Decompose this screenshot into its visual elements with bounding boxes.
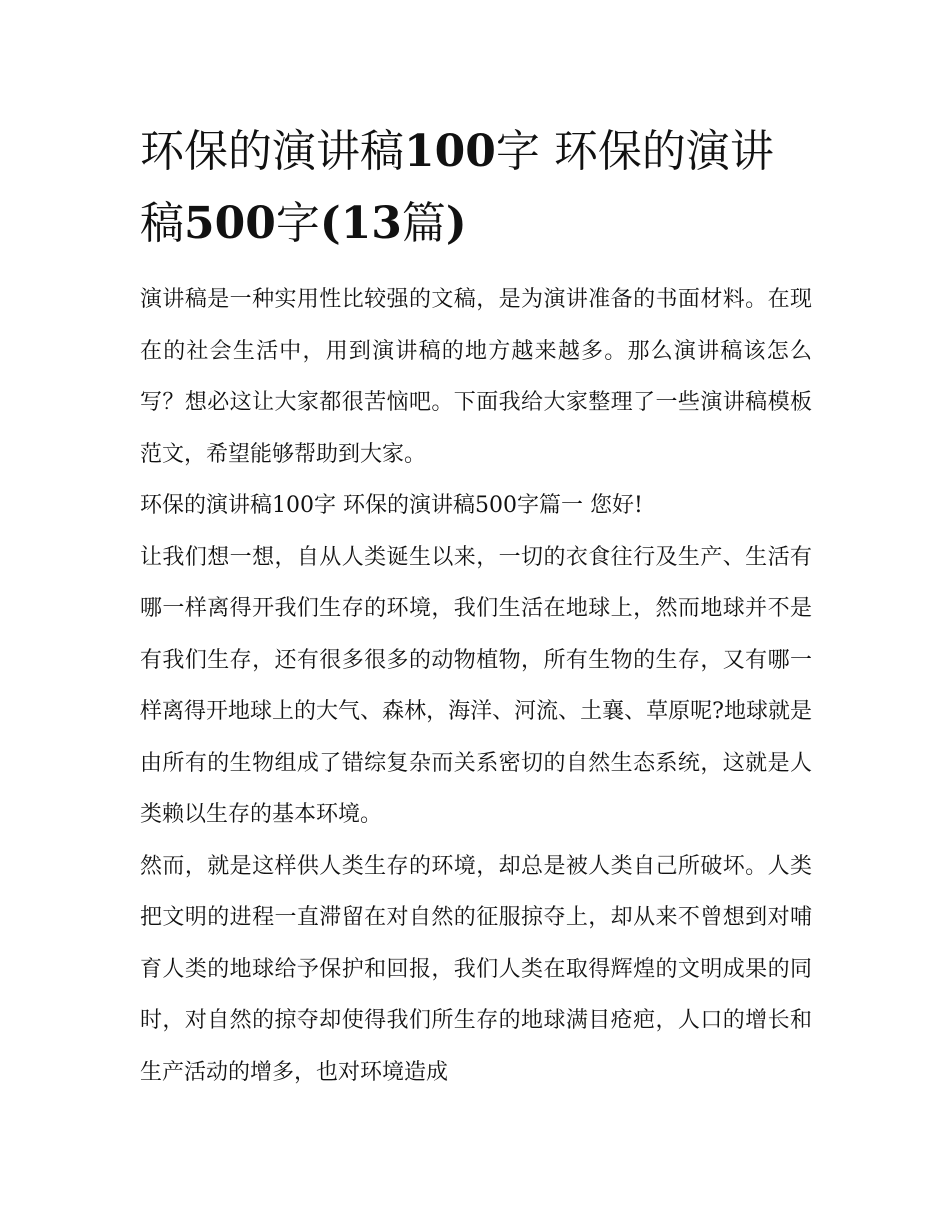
body-paragraph: 然而，就是这样供人类生存的环境，却总是被人类自己所破坏。人类把文明的进程一直滞留在对自然的征服掠夺上，却从来不曾想到对哺育人类的地球给予保护和回报，我们人类在取得辉煌的文明成果的同时，对自然的掠夺却使得我们所生存的地球满目疮疤，人口的增长和生产活动的增多，也对环境造成 [140,853,812,1085]
document-body [140,274,812,1098]
document-content [140,116,812,1098]
section-heading-paragraph: 环保的演讲稿100字 环保的演讲稿500字篇一 您好! [140,493,643,518]
body-paragraph: 让我们想一想，自从人类诞生以来，一切的衣食往行及生产、生活有哪一样离得开我们生存的环境，我们生活在地球上，然而地球并不是有我们生存，还有很多很多的动物植物，所有生物的生存，又有哪一样离得开地球上的大气、森林，海洋、河流、土襄、草原呢?地球就是由所有的生物组成了错综复杂而关系密切的自然生态系统，这就是人类赖以生存的基本环境。 [140,544,812,827]
document-title: 环保的演讲稿100字 环保的演讲稿500字(13篇) [140,126,774,249]
intro-paragraph: 演讲稿是一种实用性比较强的文稿，是为演讲准备的书面材料。在现在的社会生活中，用到演讲稿的地方越来越多。那么演讲稿该怎么写？想必这让大家都很苦恼吧。下面我给大家整理了一些演讲稿模板范文，希望能够帮助到大家。 [140,287,812,467]
